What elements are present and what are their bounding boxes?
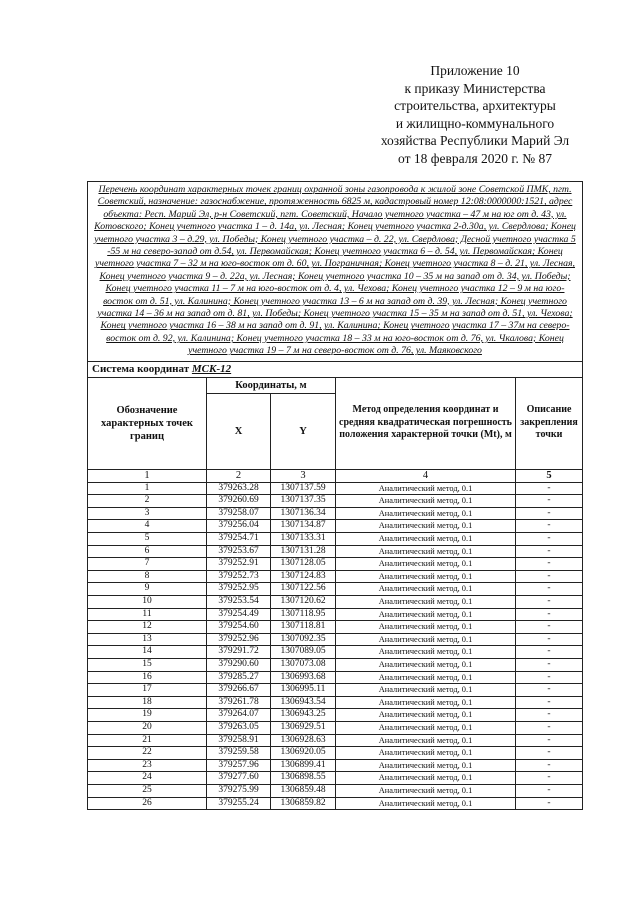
- method-cell: Аналитический метод, 0.1: [336, 596, 516, 609]
- method-cell: Аналитический метод, 0.1: [336, 709, 516, 722]
- table-row: [88, 659, 583, 672]
- y-coordinate-cell: 1307089.05: [271, 646, 336, 659]
- point-number-cell: 19: [88, 709, 207, 722]
- point-number-cell: 23: [88, 759, 207, 772]
- description-cell: -: [516, 797, 583, 810]
- method-cell: Аналитический метод, 0.1: [336, 621, 516, 634]
- table-row: [88, 734, 583, 747]
- method-cell: Аналитический метод, 0.1: [336, 646, 516, 659]
- description-cell: -: [516, 596, 583, 609]
- description-cell: -: [516, 495, 583, 508]
- method-cell: Аналитический метод, 0.1: [336, 583, 516, 596]
- x-coordinate-cell: 379291.72: [207, 646, 271, 659]
- description-cell: -: [516, 696, 583, 709]
- method-cell: Аналитический метод, 0.1: [336, 608, 516, 621]
- point-number-cell: 22: [88, 747, 207, 760]
- method-cell: Аналитический метод, 0.1: [336, 684, 516, 697]
- column-number: 5: [516, 469, 583, 482]
- point-number-cell: 6: [88, 545, 207, 558]
- column-number-row: [88, 469, 583, 482]
- x-coordinate-cell: 379259.58: [207, 747, 271, 760]
- table-row: [88, 709, 583, 722]
- x-coordinate-cell: 379254.49: [207, 608, 271, 621]
- method-cell: Аналитический метод, 0.1: [336, 507, 516, 520]
- table-row: [88, 696, 583, 709]
- method-cell: Аналитический метод, 0.1: [336, 570, 516, 583]
- y-coordinate-cell: 1306859.82: [271, 797, 336, 810]
- x-coordinate-cell: 379252.91: [207, 558, 271, 571]
- y-coordinate-cell: 1306943.25: [271, 709, 336, 722]
- point-number-cell: 11: [88, 608, 207, 621]
- method-cell: Аналитический метод, 0.1: [336, 671, 516, 684]
- column-number: 1: [88, 469, 207, 482]
- method-cell: Аналитический метод, 0.1: [336, 759, 516, 772]
- point-number-cell: 26: [88, 797, 207, 810]
- table-row: [88, 797, 583, 810]
- header-x: X: [207, 393, 271, 469]
- point-number-cell: 13: [88, 633, 207, 646]
- table-row: [88, 533, 583, 546]
- method-cell: Аналитический метод, 0.1: [336, 696, 516, 709]
- y-coordinate-cell: 1306929.51: [271, 721, 336, 734]
- x-coordinate-cell: 379264.07: [207, 709, 271, 722]
- point-number-cell: 17: [88, 684, 207, 697]
- header-coordinates: Координаты, м: [207, 377, 336, 393]
- x-coordinate-cell: 379275.99: [207, 784, 271, 797]
- y-coordinate-cell: 1307120.62: [271, 596, 336, 609]
- description-cell: -: [516, 633, 583, 646]
- method-cell: Аналитический метод, 0.1: [336, 659, 516, 672]
- point-number-cell: 4: [88, 520, 207, 533]
- point-number-cell: 14: [88, 646, 207, 659]
- table-row: [88, 545, 583, 558]
- y-coordinate-cell: 1306943.54: [271, 696, 336, 709]
- description-cell: -: [516, 671, 583, 684]
- x-coordinate-cell: 379257.96: [207, 759, 271, 772]
- x-coordinate-cell: 379253.54: [207, 596, 271, 609]
- method-cell: Аналитический метод, 0.1: [336, 772, 516, 785]
- x-coordinate-cell: 379263.05: [207, 721, 271, 734]
- table-row: [88, 520, 583, 533]
- y-coordinate-cell: 1306995.11: [271, 684, 336, 697]
- x-coordinate-cell: 379266.67: [207, 684, 271, 697]
- y-coordinate-cell: 1307073.08: [271, 659, 336, 672]
- description-cell: -: [516, 721, 583, 734]
- x-coordinate-cell: 379256.04: [207, 520, 271, 533]
- x-coordinate-cell: 379252.96: [207, 633, 271, 646]
- point-number-cell: 3: [88, 507, 207, 520]
- table-row: [88, 759, 583, 772]
- table-row: [88, 772, 583, 785]
- method-cell: Аналитический метод, 0.1: [336, 734, 516, 747]
- table-row: [88, 558, 583, 571]
- point-number-cell: 20: [88, 721, 207, 734]
- method-cell: Аналитический метод, 0.1: [336, 784, 516, 797]
- column-number: 3: [271, 469, 336, 482]
- description-cell: -: [516, 533, 583, 546]
- method-cell: Аналитический метод, 0.1: [336, 495, 516, 508]
- description-cell: -: [516, 482, 583, 495]
- y-coordinate-cell: 1307136.34: [271, 507, 336, 520]
- x-coordinate-cell: 379254.71: [207, 533, 271, 546]
- y-coordinate-cell: 1306928.63: [271, 734, 336, 747]
- y-coordinate-cell: 1306993.68: [271, 671, 336, 684]
- header-description: Описание закрепления точки: [516, 377, 583, 469]
- table-row: [88, 684, 583, 697]
- header-line: строительства, архитектуры: [394, 98, 556, 113]
- point-number-cell: 21: [88, 734, 207, 747]
- y-coordinate-cell: 1307128.05: [271, 558, 336, 571]
- description-cell: -: [516, 558, 583, 571]
- x-coordinate-cell: 379253.67: [207, 545, 271, 558]
- header-method: Метод определения координат и средняя квадратическая погрешность положения характерной точки (Mt), м: [336, 377, 516, 469]
- method-cell: Аналитический метод, 0.1: [336, 633, 516, 646]
- header-line: от 18 февраля 2020 г. № 87: [398, 150, 552, 166]
- description-cell: -: [516, 772, 583, 785]
- x-coordinate-cell: 379260.69: [207, 495, 271, 508]
- document-title: Перечень координат характерных точек границ охранной зоны газопровода к жилой зоне Советской ПМК, пгт. Советский, назначение: газоснабжение, протяженность 6825 м, кадастровый номер 12:08:0000000:1521, адрес объекта: Респ. Марий Эл, р-н Советский, пгт. Советский, Начало учетного участка – 47 м на юг от д. 43, ул. Котовского; Конец учетного участка 1 – д. 14а, ул. Лесная; Конец учетного участка 2-д.30а, ул. Свердлова; Конец учетного участка 3 – д.29, ул. Победы; Конец учетного участка – д. 22, ул. Свердлова; Десной учетного участка 5 -55 м на северо-запад от д.54, ул. Первомайская; Конец учетного участка 6 – д. 54, ул. Первомайская; Конец учетного участка 7 – 32 м на юго-восток от д. 60, ул. Пограничная; Конец учетного участка 8 – д. 21, ул. Лесная, Конец учетного участка 9 – д. 22а, ул. Лесная; Конец учетного участка 10 – 35 м на запад от д. 34, ул. Победы; Конец учетного участка 11 – 7 м на юго-восток от д. 4, ул. Чехова; Конец учетного участка 12 – 9 м на юго-восток от д. 51, ул. Калинина; Конец учетного участка 13 – 6 м на запад от д. 39, ул. Лесная; Конец учетного участка 14 – 36 м на запад от д. 81, ул. Победы; Конец учетного участка 15 – 35 м на запад от д. 51, ул. Чехова; Конец учетного участка 16 – 38 м на запад от д. 91, ул. Калинина; Конец учетного участка 17 – 37м на северо-восток от д. 92, ул. Калинина; Конец учетного участка 18 – 33 м на юго-восток от д. 76, ул. Чкалова; Конец учетного участка 19 – 7 м на северо-восток от д. 76, ул. Маяковского: [88, 182, 583, 362]
- point-number-cell: 2: [88, 495, 207, 508]
- table-row: [88, 570, 583, 583]
- table-row: [88, 633, 583, 646]
- description-cell: -: [516, 570, 583, 583]
- point-number-cell: 9: [88, 583, 207, 596]
- x-coordinate-cell: 379252.73: [207, 570, 271, 583]
- y-coordinate-cell: 1307122.56: [271, 583, 336, 596]
- y-coordinate-cell: 1306859.48: [271, 784, 336, 797]
- table-row: [88, 747, 583, 760]
- description-cell: -: [516, 520, 583, 533]
- y-coordinate-cell: 1306899.41: [271, 759, 336, 772]
- y-coordinate-cell: 1307118.95: [271, 608, 336, 621]
- description-cell: -: [516, 659, 583, 672]
- description-cell: -: [516, 709, 583, 722]
- table-row: [88, 671, 583, 684]
- method-cell: Аналитический метод, 0.1: [336, 747, 516, 760]
- point-number-cell: 1: [88, 482, 207, 495]
- table-row: [88, 583, 583, 596]
- table-row: [88, 507, 583, 520]
- description-cell: -: [516, 747, 583, 760]
- point-number-cell: 5: [88, 533, 207, 546]
- point-number-cell: 10: [88, 596, 207, 609]
- y-coordinate-cell: 1307124.83: [271, 570, 336, 583]
- point-number-cell: 15: [88, 659, 207, 672]
- method-cell: Аналитический метод, 0.1: [336, 482, 516, 495]
- coordinate-system: [88, 361, 583, 377]
- method-cell: Аналитический метод, 0.1: [336, 545, 516, 558]
- y-coordinate-cell: 1307131.28: [271, 545, 336, 558]
- point-number-cell: 16: [88, 671, 207, 684]
- table-row: [88, 482, 583, 495]
- method-cell: Аналитический метод, 0.1: [336, 558, 516, 571]
- method-cell: Аналитический метод, 0.1: [336, 721, 516, 734]
- description-cell: -: [516, 545, 583, 558]
- table-row: [88, 621, 583, 634]
- table-row: [88, 721, 583, 734]
- x-coordinate-cell: 379252.95: [207, 583, 271, 596]
- point-number-cell: 25: [88, 784, 207, 797]
- description-cell: -: [516, 507, 583, 520]
- point-number-cell: 12: [88, 621, 207, 634]
- point-number-cell: 18: [88, 696, 207, 709]
- coordinates-table: [87, 181, 583, 810]
- table-row: [88, 784, 583, 797]
- x-coordinate-cell: 379254.60: [207, 621, 271, 634]
- method-cell: Аналитический метод, 0.1: [336, 797, 516, 810]
- point-number-cell: 24: [88, 772, 207, 785]
- x-coordinate-cell: 379285.27: [207, 671, 271, 684]
- point-number-cell: 8: [88, 570, 207, 583]
- y-coordinate-cell: 1307134.87: [271, 520, 336, 533]
- system-label: Система координат: [92, 362, 190, 375]
- x-coordinate-cell: 379255.24: [207, 797, 271, 810]
- header-line: хозяйства Республики Марий Эл: [380, 133, 570, 148]
- description-cell: -: [516, 684, 583, 697]
- method-cell: Аналитический метод, 0.1: [336, 520, 516, 533]
- description-cell: -: [516, 734, 583, 747]
- table-row: [88, 608, 583, 621]
- point-number-cell: 7: [88, 558, 207, 571]
- y-coordinate-cell: 1307137.35: [271, 495, 336, 508]
- y-coordinate-cell: 1306920.05: [271, 747, 336, 760]
- header-y: Y: [271, 393, 336, 469]
- system-name: МСК-12: [191, 362, 232, 375]
- x-coordinate-cell: 379263.28: [207, 482, 271, 495]
- description-cell: -: [516, 784, 583, 797]
- y-coordinate-cell: 1307137.59: [271, 482, 336, 495]
- description-cell: -: [516, 646, 583, 659]
- column-number: 4: [336, 469, 516, 482]
- y-coordinate-cell: 1307133.31: [271, 533, 336, 546]
- x-coordinate-cell: 379277.60: [207, 772, 271, 785]
- header-line: Приложение 10: [430, 63, 520, 78]
- table-row: [88, 646, 583, 659]
- header-designation: Обозначение характерных точек границ: [88, 377, 207, 469]
- x-coordinate-cell: 379261.78: [207, 696, 271, 709]
- y-coordinate-cell: 1306898.55: [271, 772, 336, 785]
- header-line: и жилищно-коммунального: [395, 115, 555, 131]
- y-coordinate-cell: 1307092.35: [271, 633, 336, 646]
- description-cell: -: [516, 583, 583, 596]
- x-coordinate-cell: 379258.07: [207, 507, 271, 520]
- y-coordinate-cell: 1307118.81: [271, 621, 336, 634]
- method-cell: Аналитический метод, 0.1: [336, 533, 516, 546]
- table-row: [88, 596, 583, 609]
- description-cell: -: [516, 608, 583, 621]
- description-cell: -: [516, 759, 583, 772]
- table-row: [88, 495, 583, 508]
- x-coordinate-cell: 379258.91: [207, 734, 271, 747]
- column-number: 2: [207, 469, 271, 482]
- x-coordinate-cell: 379290.60: [207, 659, 271, 672]
- appendix-header: [350, 62, 600, 167]
- description-cell: -: [516, 621, 583, 634]
- header-line: к приказу Министерства: [404, 80, 546, 96]
